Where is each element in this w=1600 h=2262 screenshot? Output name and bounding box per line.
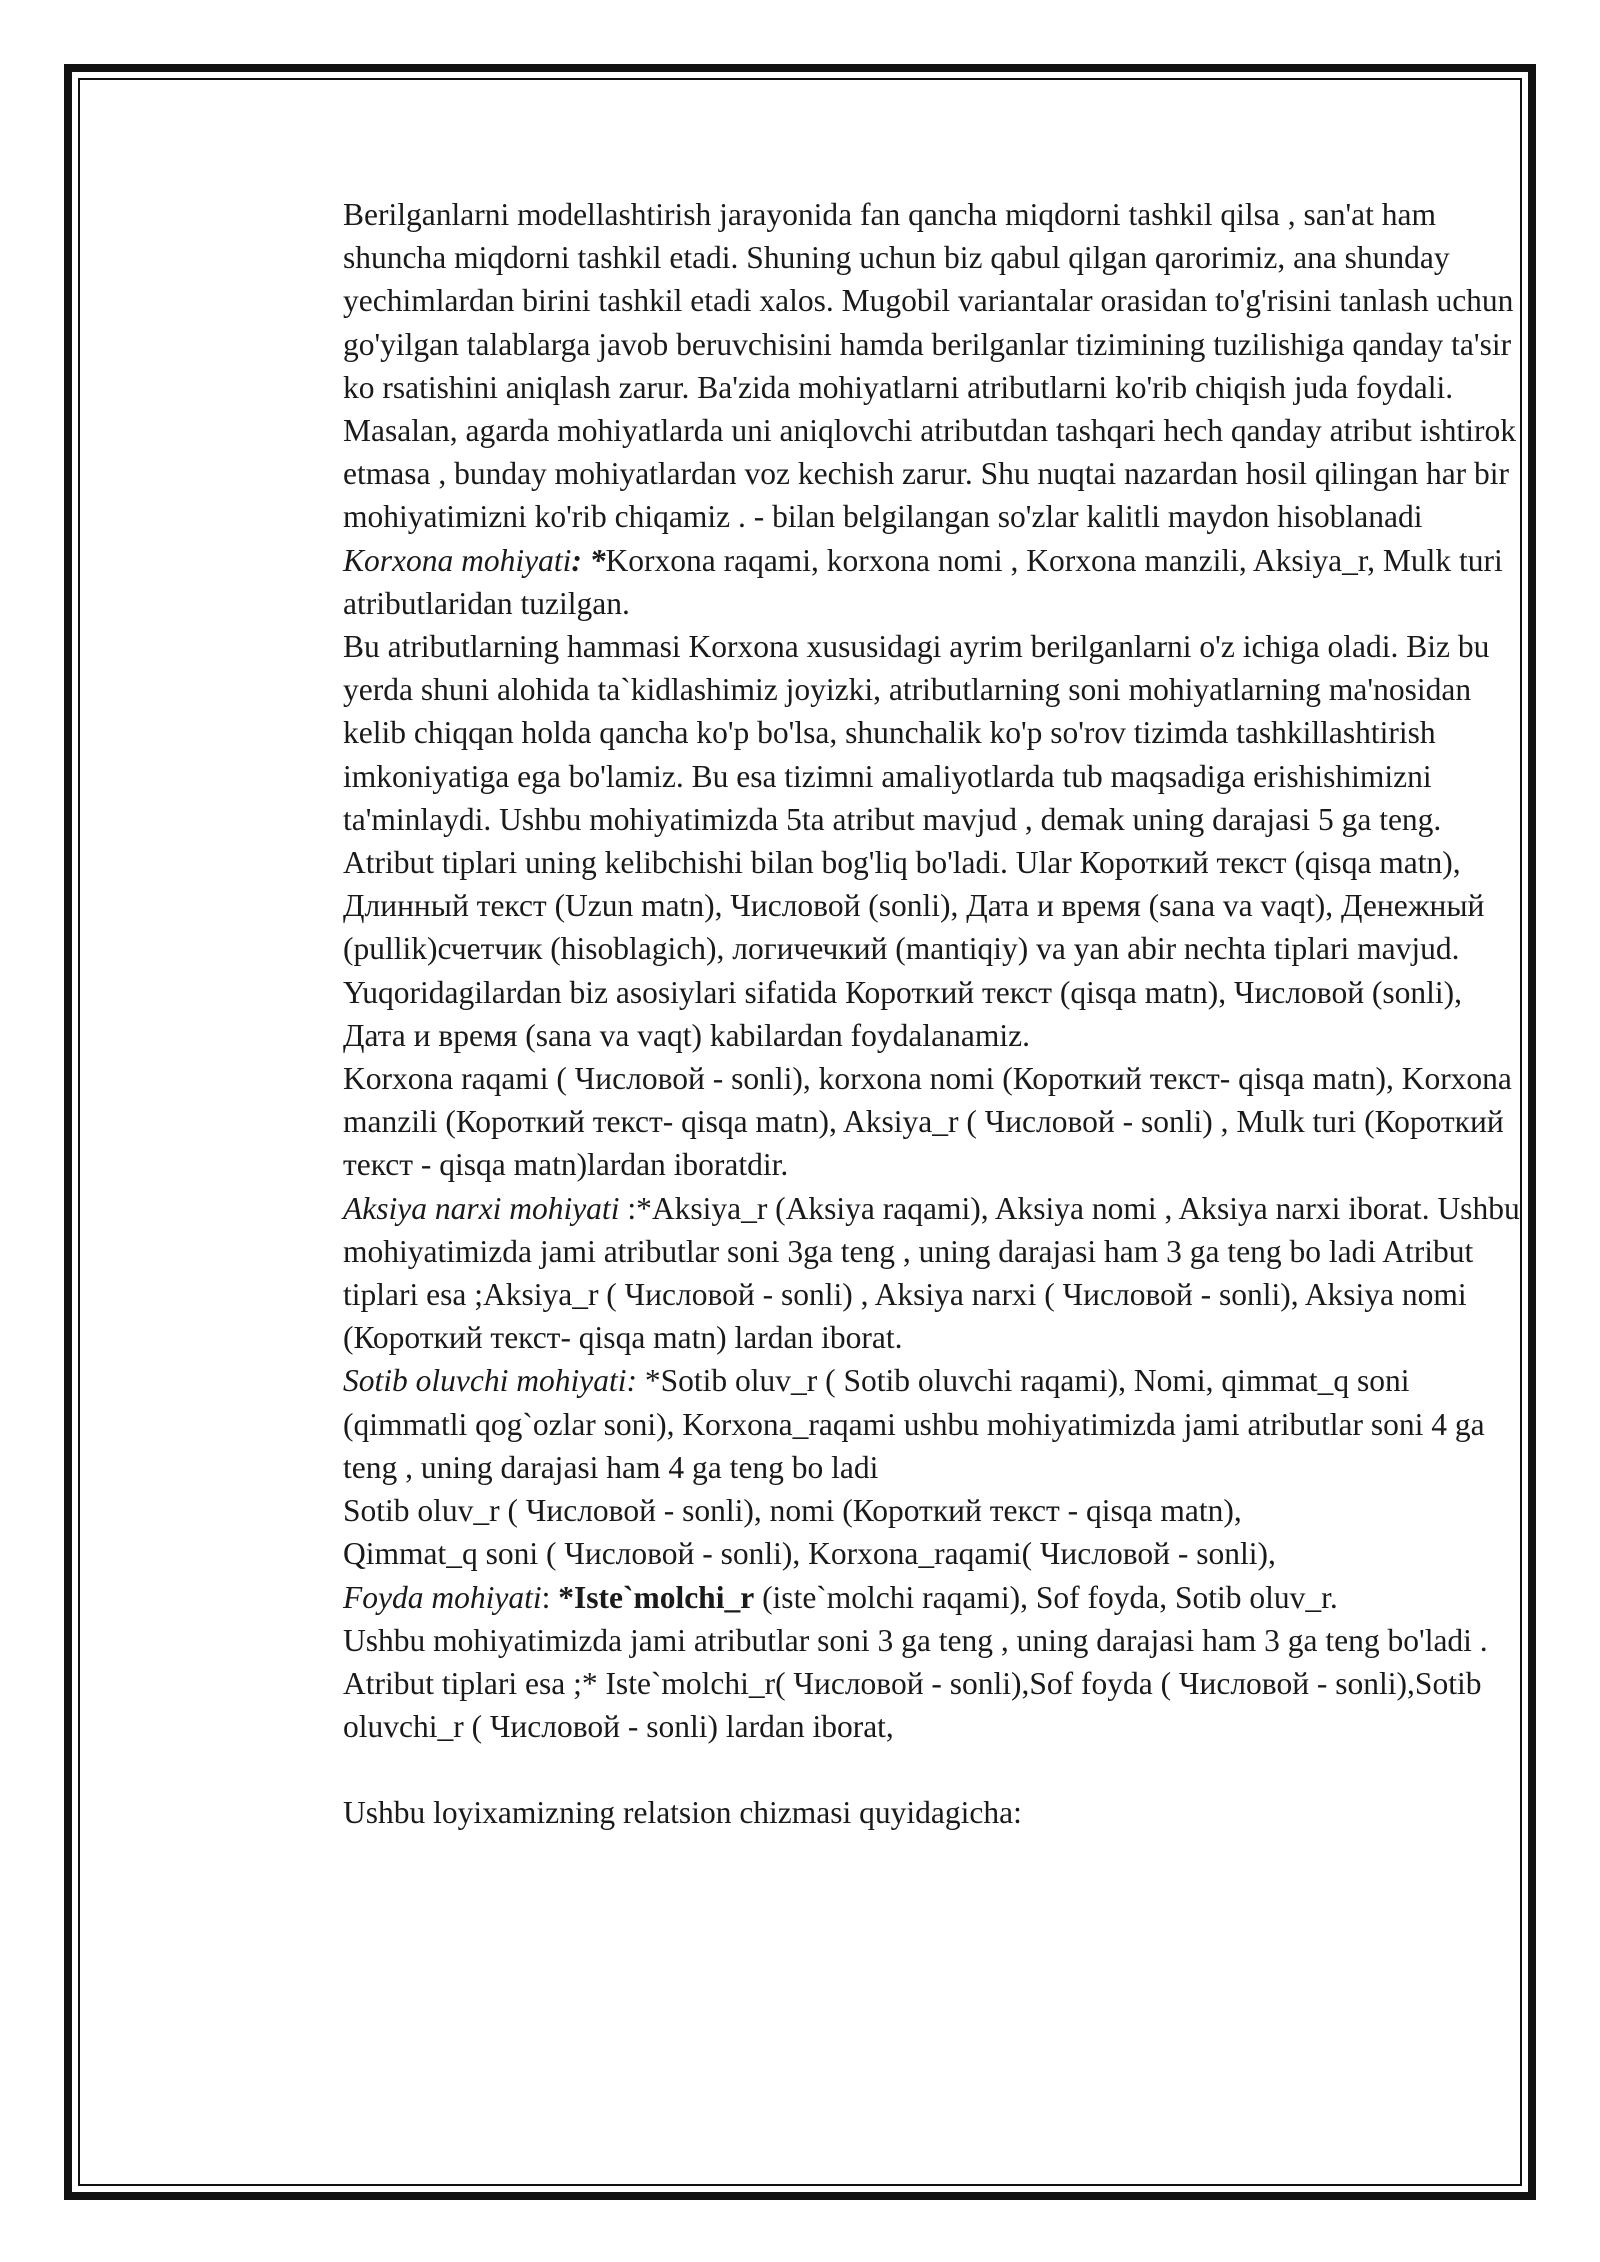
korxona-label: Korxona mohiyati bbox=[343, 542, 572, 578]
aksiya-attributes: :*Aksiya_r (Aksiya raqami), Aksiya nomi , Aksiya narxi iborat. Ushbu mohiyatimizda jami atributlar soni 3ga teng , uning darajasi ham 3 ga teng bo ladi Atribut tiplari esa ;Aksiya_r ( Числовой - sonli) , Aksiya narxi ( Числовой - sonli), Aksiya nomi (Короткий текст- qisqa matn) lardan iborat. bbox=[343, 1190, 1520, 1356]
paragraph-foyda-types: Ushbu mohiyatimizda jami atributlar soni 3 ga teng , uning darajasi ham 3 ga teng bo'ladi . Atribut tiplari esa ;* Iste`molchi_r( Числовой - sonli),Sof foyda ( Числовой - sonli),Sotib oluvchi_r ( Числовой - sonli) lardan iborat, bbox=[343, 1622, 1488, 1745]
paragraph-korxona-types: Korxona raqami ( Числовой - sonli), korxona nomi (Короткий текст- qisqa matn), Korxona manzili (Короткий текст- qisqa matn), Aksiya_r ( Числовой - sonli) , Mulk turi (Короткий текст - qisqa matn)lardan iboratdir. bbox=[343, 1061, 1512, 1183]
paragraph-korxona bbox=[230, 539, 1530, 625]
sotib-oluvchi-attributes: *Sotib oluv_r ( Sotib oluvchi raqami), Nomi, qimmat_q soni (qimmatli qog`ozlar soni), Korxona_raqami ushbu mohiyatimizda jami atributlar soni 4 ga teng , uning darajasi ham 4 ga teng bo ladi bbox=[343, 1363, 1485, 1485]
sotib-oluvchi-label: Sotib oluvchi mohiyati: bbox=[343, 1363, 637, 1399]
paragraph-relational-schema: Ushbu loyixamizning relatsion chizmasi quyidagicha: bbox=[343, 1795, 1022, 1831]
document-body bbox=[230, 193, 1530, 1835]
foyda-key: *Iste`molchi_r bbox=[558, 1579, 755, 1615]
paragraph-attribute-types: Bu atributlarning hammasi Korxona xususidagi ayrim berilganlarni o'z ichiga oladi. Biz bu yerda shuni alohida ta`kidlashimiz joyizki, atributlarning soni mohiyatlarning ma'nosidan kelib chiqqan holda qancha ko'p bo'lsa, shunchalik ko'p so'rov tizimda tashkillashtirish imkoniyatiga ega bo'lamiz. Bu esa tizimni amaliyotlarda tub maqsadiga erishishimizni ta'minlaydi. Ushbu mohiyatimizda 5ta atribut mavjud , demak uning darajasi 5 ga teng. Atribut tiplari uning kelibchishi bilan bog'liq bo'ladi. Ular Короткий текст (qisqa matn), Длинный текст (Uzun matn), Числовой (sonli), Дата и время (sana va vaqt), Денежный (pullik)счетчик (hisoblagich), логичечкий (mantiqiy) va yan abir nechta tiplari mavjud. Yuqoridagilardan biz asosiylari sifatida Короткий текст (qisqa matn), Числовой (sonli), Дата и время (sana va vaqt) kabilardan foydalanamiz. bbox=[343, 629, 1490, 1053]
blank-line bbox=[230, 1748, 1530, 1791]
korxona-attributes: Korxona raqami, korxona nomi , Korxona manzili, Aksiya_r, Mulk turi atributlaridan tuzilgan. bbox=[343, 542, 1503, 621]
paragraph-foyda bbox=[230, 1576, 1530, 1619]
paragraph-intro: Berilganlarni modellashtirish jarayonida fan qancha miqdorni tashkil qilsa , san'at ham shuncha miqdorni tashkil etadi. Shuning uchun biz qabul qilgan qarorimiz, ana shunday yechimlardan birini tashkil etadi xalos. Mugobil variantalar orasidan to'g'risini tanlash uchun go'yilgan talablarga javob beruvchisini hamda berilganlar tizimining tuzilishiga qanday ta'sir ko rsatishini aniqlash zarur. Ba'zida mohiyatlarni atributlarni ko'rib chiqish juda foydali. Masalan, agarda mohiyatlarda uni aniqlovchi atributdan tashqari hech qanday atribut ishtirok etmasa , bunday mohiyatlardan voz kechish zarur. Shu nuqtai nazardan hosil qilingan har bir mohiyatimizni ko'rib chiqamiz . - bilan belgilangan so'zlar kalitli maydon hisoblanadi bbox=[343, 197, 1517, 535]
aksiya-label: Aksiya narxi mohiyati bbox=[343, 1190, 620, 1226]
foyda-label: Foyda mohiyati bbox=[343, 1579, 542, 1615]
paragraph-sotib-oluvchi bbox=[230, 1359, 1530, 1489]
key-marker: : * bbox=[571, 542, 606, 578]
foyda-attributes: (iste`molchi raqami), Sof foyda, Sotib oluv_r. bbox=[754, 1579, 1338, 1615]
foyda-colon: : bbox=[541, 1579, 559, 1615]
paragraph-sotib-types-2: Qimmat_q soni ( Числовой - sonli), Korxona_raqami( Числовой - sonli), bbox=[343, 1536, 1276, 1572]
paragraph-sotib-types-1: Sotib oluv_r ( Числовой - sonli), nomi (Короткий текст - qisqa matn), bbox=[343, 1493, 1242, 1529]
paragraph-aksiya bbox=[230, 1187, 1530, 1360]
